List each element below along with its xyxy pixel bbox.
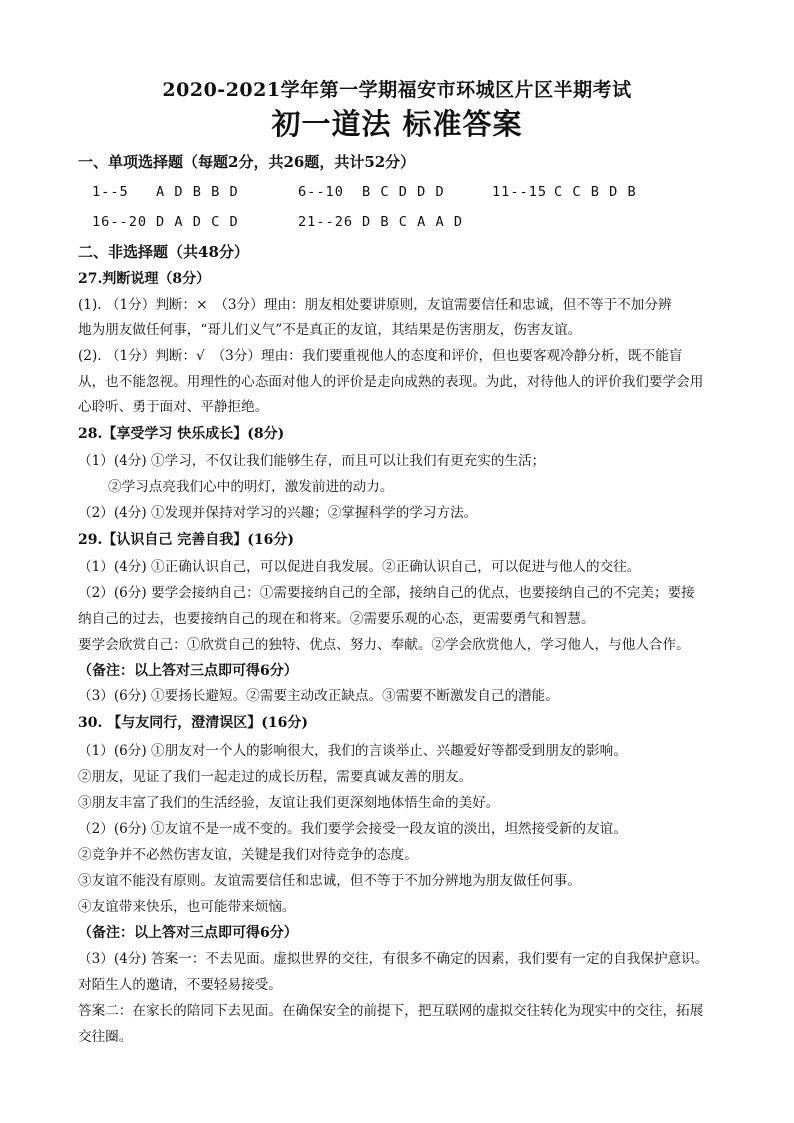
mc-answer-range: 16--20: [92, 214, 148, 230]
q30-line: 对陌生人的邀请，不要轻易接受。: [78, 977, 282, 993]
mc-answer-range: 1--5: [92, 184, 129, 200]
q30-line: 答案二：在家长的陪同下去见面。在确保安全的前提下，把互联网的虚拟交往转化为现实中的交往，拓展: [78, 1003, 704, 1019]
q28-line: ②学习点亮我们心中的明灯，激发前进的动力。: [108, 479, 394, 495]
q27-line: (1). （1分）判断：× （3分）理由：朋友相处要讲原则，友谊需要信任和忠诚，但不等于不加分辨: [78, 297, 672, 313]
exam-title: 2020-2021学年第一学期福安市环城区片区半期考试: [162, 79, 632, 101]
q28-heading: 28.【享受学习 快乐成长】(8分): [78, 426, 285, 442]
q29-heading: 29.【认识自己 完善自我】(16分): [78, 532, 294, 548]
q30-line: ③友谊不能没有原则。友谊需要信任和忠诚，但不等于不加分辨地为朋友做任何事。: [78, 873, 581, 889]
q29-line: （1）(4分) ①正确认识自己，可以促进自我发展。②正确认识自己，可以促进与他人的交往。: [78, 559, 641, 575]
q30-heading: 30. 【与友同行，澄清误区】(16分): [78, 715, 308, 731]
q30-line: （2）(6分) ①友谊不是一成不变的。我们要学会接受一段友谊的淡出，坦然接受新的友谊。: [78, 821, 627, 837]
mc-answer-letters: D B C A A D: [362, 214, 464, 230]
q29-line: （2）(6分) 要学会接纳自己：①需要接纳自己的全部，接纳自己的优点，也要接纳自己的不完美；要接: [78, 585, 695, 601]
q30-line: 交往圈。: [78, 1029, 133, 1045]
mc-answer-letters: A D B B D: [156, 184, 239, 200]
q29-line: （3）(6分) ①要扬长避短。②需要主动改正缺点。③需要不断激发自己的潜能。: [78, 688, 559, 704]
mc-answer-letters: B C D D D: [362, 184, 445, 200]
mc-answer-range: 6--10: [298, 184, 344, 200]
mc-answer-range: 11--15: [492, 184, 548, 200]
document-title: 初一道法 标准答案: [271, 107, 523, 141]
section-1-heading: 一、单项选择题（每题2分，共26题，共计52分）: [78, 153, 416, 171]
q27-line: (2). （1分）判断：√ （3分）理由：我们要重视他人的态度和评价，但也要客观冷静分析，既不能盲: [78, 348, 683, 364]
q30-line: ③朋友丰富了我们的生活经验，友谊让我们更深刻地体悟生命的美好。: [78, 795, 500, 811]
q30-line: （1）(6分) ①朋友对一个人的影响很大，我们的言谈举止、兴趣爱好等都受到朋友的影响。: [78, 743, 627, 759]
mc-answer-letters: D A D C D: [156, 214, 239, 230]
q28-line: （2）(4分) ①发现并保持对学习的兴趣；②掌握科学的学习方法。: [78, 505, 478, 521]
q30-line: ②竞争并不必然伤害友谊，关键是我们对待竞争的态度。: [78, 847, 418, 863]
mc-answer-range: 21--26: [298, 214, 354, 230]
mc-answer-letters: C C B D B: [554, 184, 637, 200]
q30-line: （3）(4分) 答案一：不去见面。虚拟世界的交往，有很多不确定的因素，我们要有一定的自我保护意识。: [78, 951, 709, 967]
q27-line: 心聆听、勇于面对、平静拒绝。: [78, 399, 269, 415]
q30-note: （备注：以上答对三点即可得6分）: [78, 925, 298, 941]
q27-line: 从，也不能忽视。用理性的心态面对他人的评价是走向成熟的表现。为此，对待他人的评价我们要学会用: [78, 374, 704, 390]
section-2-heading: 二、非选择题（共48分）: [78, 243, 249, 261]
q30-line: ④友谊带来快乐，也可能带来烦恼。: [78, 899, 296, 915]
q27-line: 地为朋友做任何事，“哥儿们义气”不是真正的友谊，其结果是伤害朋友，伤害友谊。: [78, 322, 582, 338]
q27-heading: 27.判断说理（8分）: [78, 271, 211, 287]
q28-line: （1）(4分) ①学习，不仅让我们能够生存，而且可以让我们有更充实的生活；: [78, 453, 546, 469]
q29-line: 要学会欣赏自己：①欣赏自己的独特、优点、努力、奉献。②学会欣赏他人，学习他人，与他人合作。: [78, 637, 690, 653]
q30-line: ②朋友，见证了我们一起走过的成长历程，需要真诚友善的朋友。: [78, 769, 473, 785]
q29-note: （备注：以上答对三点即可得6分）: [78, 663, 298, 679]
q29-line: 纳自己的过去，也要接纳自己的现在和将来。②需要乐观的心态，更需要勇气和智慧。: [78, 611, 595, 627]
